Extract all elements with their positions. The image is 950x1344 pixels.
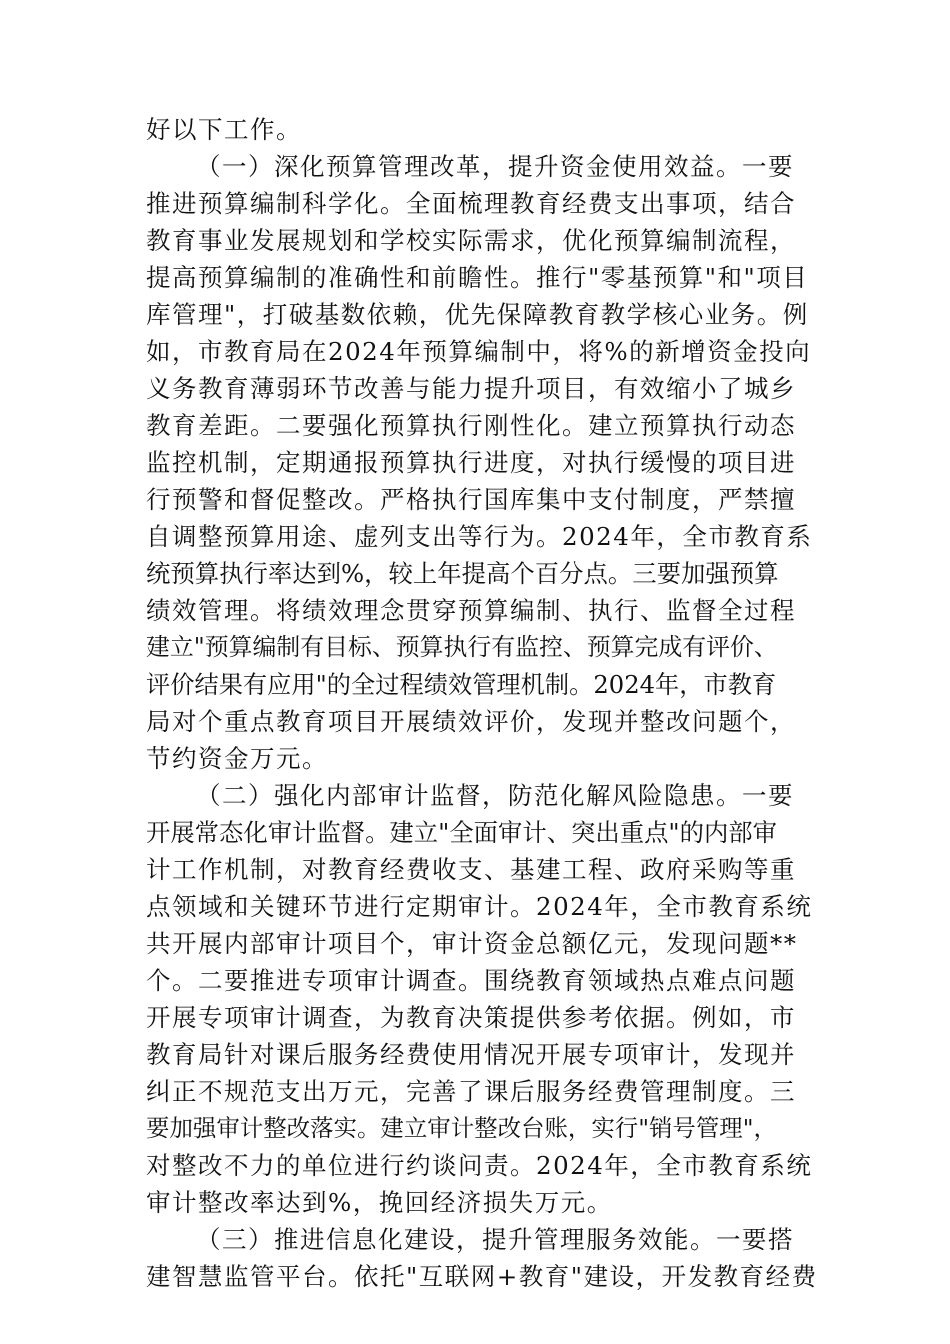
text-line: 监控机制，定期通报预算执行进度，对执行缓慢的项目进 — [146, 448, 796, 477]
text-line: 提高预算编制的准确性和前瞻性。推行"零基预算"和"项目 — [146, 263, 809, 292]
text-line: 共开展内部审计项目个，审计资金总额亿元，发现问题** — [146, 929, 798, 958]
document-body — [146, 111, 818, 1295]
text-line: 对整改不力的单位进行约谈问责。2024年，全市教育系统 — [146, 1151, 813, 1180]
text-line: 自调整预算用途、虚列支出等行为。2024年，全市教育系 — [146, 522, 813, 551]
text-line: 库管理"，打破基数依赖，优先保障教育教学核心业务。例 — [146, 300, 809, 329]
text-line: 教育差距。二要强化预算执行刚性化。建立预算执行动态 — [146, 411, 796, 440]
text-line: 开展专项审计调查，为教育决策提供参考依据。例如，市 — [146, 1003, 796, 1032]
text-line: 个。二要推进专项审计调查。围绕教育领域热点难点问题 — [146, 966, 796, 995]
text-line: 点领域和关键环节进行定期审计。2024年，全市教育系统 — [146, 892, 813, 921]
text-line: 如，市教育局在2024年预算编制中，将%的新增资金投向 — [146, 337, 812, 366]
text-line: 建立"预算编制有目标、预算执行有监控、预算完成有评价、 — [146, 633, 778, 661]
text-line: 教育事业发展规划和学校实际需求，优化预算编制流程， — [146, 226, 796, 255]
text-line: 局对个重点教育项目开展绩效评价，发现并整改问题个， — [146, 707, 796, 736]
text-line: 推进预算编制科学化。全面梳理教育经费支出事项，结合 — [146, 189, 796, 218]
text-line: （二）强化内部审计监督，防范化解风险隐患。一要 — [196, 781, 794, 810]
text-line: 建智慧监管平台。依托"互联网+教育"建设，开发教育经费 — [146, 1262, 818, 1291]
text-line: 开展常态化审计监督。建立"全面审计、突出重点"的内部审 — [146, 818, 777, 847]
text-line: 义务教育薄弱环节改善与能力提升项目，有效缩小了城乡 — [146, 374, 796, 403]
text-line: 教育局针对课后服务经费使用情况开展专项审计，发现并 — [146, 1040, 796, 1069]
text-line: （三）推进信息化建设，提升管理服务效能。一要搭 — [196, 1225, 794, 1254]
text-line: （一）深化预算管理改革，提升资金使用效益。一要 — [196, 152, 794, 181]
text-line: 节约资金万元。 — [146, 744, 328, 773]
text-line: 行预警和督促整改。严格执行国库集中支付制度，严禁擅 — [146, 485, 796, 514]
text-line: 计工作机制，对教育经费收支、基建工程、政府采购等重 — [146, 855, 796, 884]
text-line: 要加强审计整改落实。建立审计整改台账，实行"销号管理"， — [146, 1114, 777, 1142]
text-line: 纠正不规范支出万元，完善了课后服务经费管理制度。三 — [146, 1077, 796, 1106]
text-line: 好以下工作。 — [146, 115, 302, 144]
text-line: 评价结果有应用"的全过程绩效管理机制。2024年，市教育 — [146, 670, 777, 699]
text-line: 审计整改率达到%，挽回经济损失万元。 — [146, 1188, 613, 1217]
text-line: 统预算执行率达到%，较上年提高个百分点。三要加强预算 — [146, 559, 779, 588]
text-line: 绩效管理。将绩效理念贯穿预算编制、执行、监督全过程 — [146, 596, 796, 625]
